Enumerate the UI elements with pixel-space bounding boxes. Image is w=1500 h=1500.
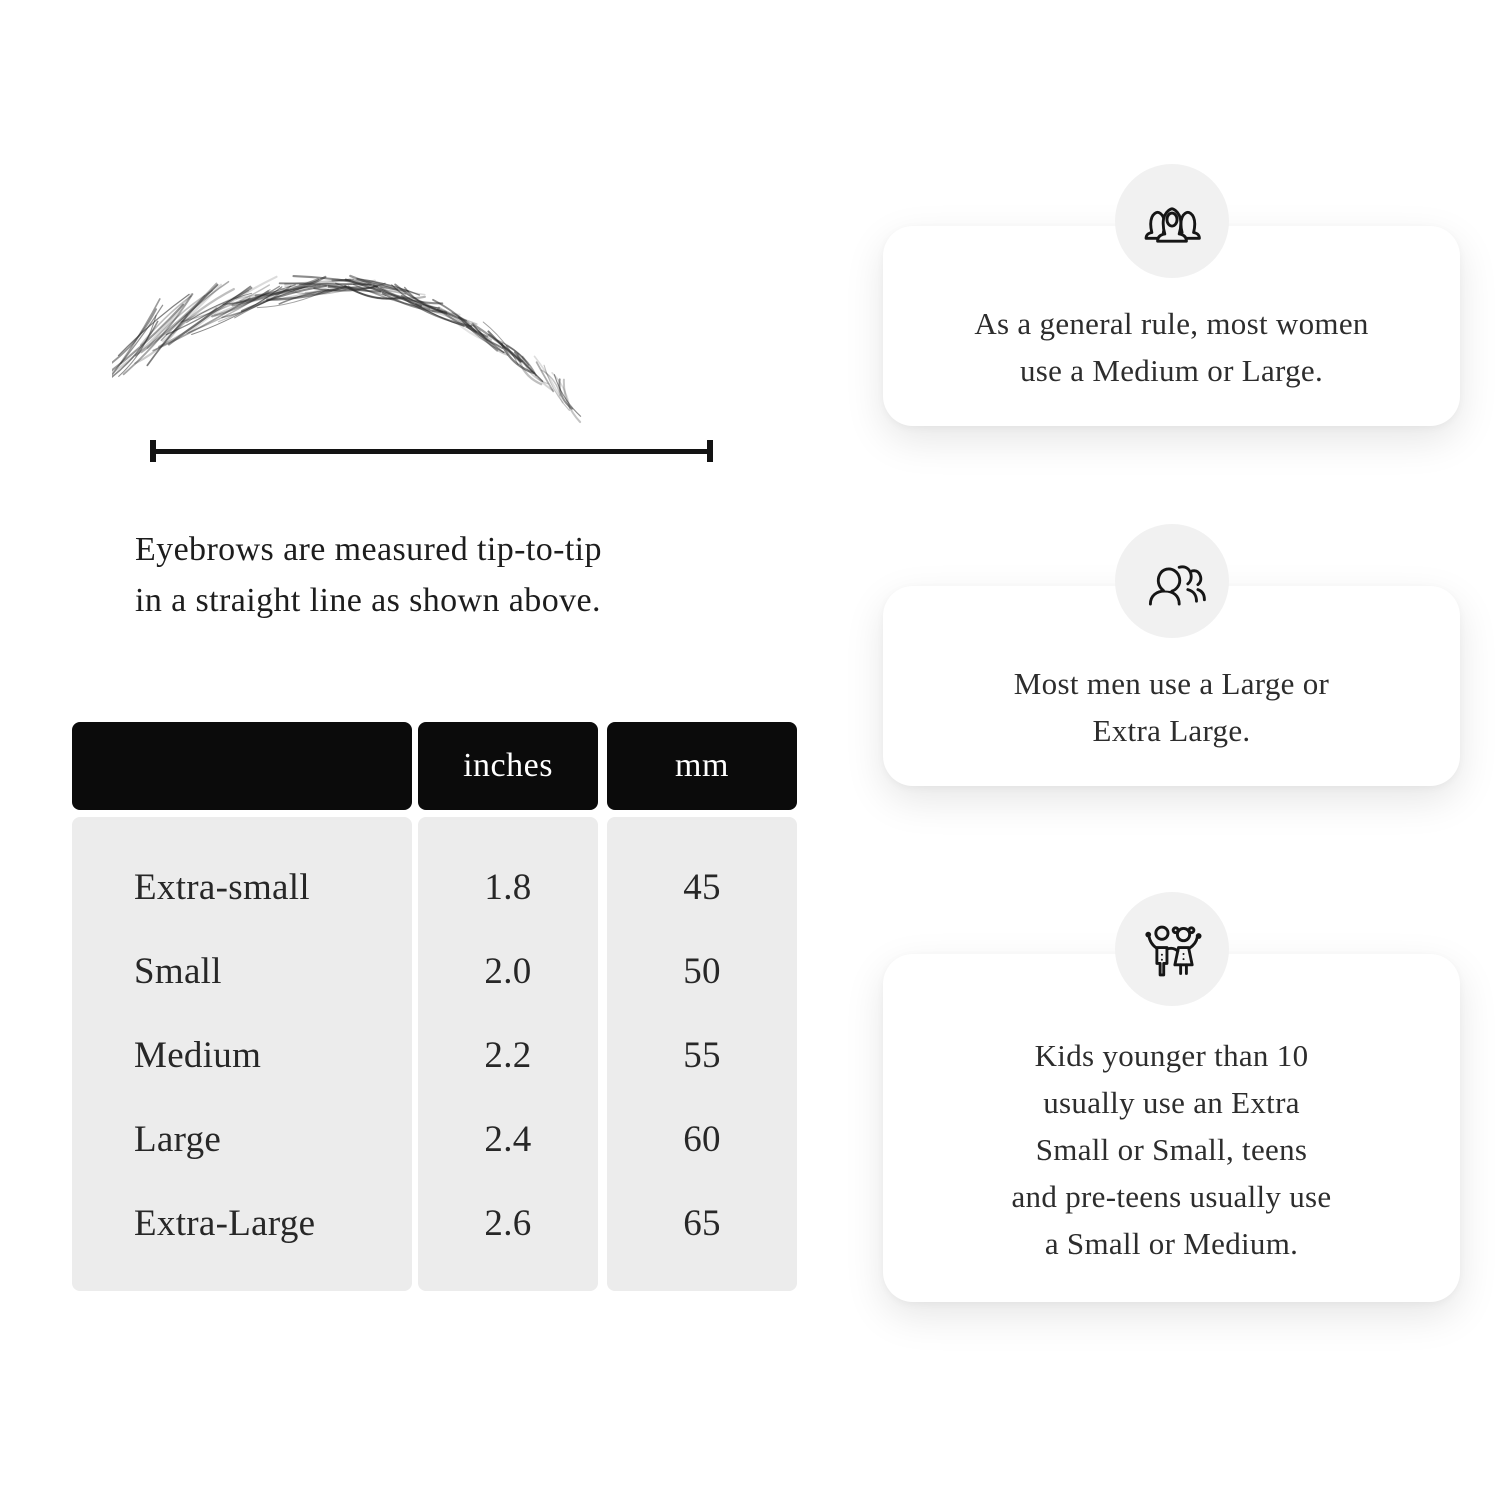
caption-line-2: in a straight line as shown above.	[135, 582, 601, 619]
card-text: Most men use a Large or Extra Large.	[1013, 666, 1330, 748]
mm-value-cell: 45	[683, 866, 721, 908]
info-card-men	[883, 586, 1460, 786]
inches-body	[418, 817, 598, 1291]
eyebrow-illustration	[112, 236, 588, 426]
size-label-cell: Large	[134, 1118, 222, 1160]
inches-value-cell: 2.4	[484, 1118, 532, 1160]
card-text: Kids younger than 10 usually use an Extra Small or Small, teens and pre-teens usually use a Small or Medium.	[1011, 1037, 1332, 1261]
size-label-cell: Extra-Large	[134, 1202, 316, 1244]
mm-value-cell: 55	[683, 1034, 721, 1076]
card-body	[883, 226, 1460, 426]
card-body	[883, 954, 1460, 1302]
inches-value-cell: 2.6	[484, 1202, 532, 1244]
inches-value-cell: 2.0	[484, 950, 532, 992]
size-label-cell: Medium	[134, 1034, 262, 1076]
measure-line-right-tick	[707, 440, 713, 462]
size-label-cell: Extra-small	[134, 866, 310, 908]
table-header-blank	[72, 722, 412, 810]
info-card-kids	[883, 954, 1460, 1302]
size-table-inches-column	[418, 722, 598, 1291]
measure-caption	[135, 524, 602, 626]
info-card-women	[883, 226, 1460, 426]
inches-value-cell: 2.2	[484, 1034, 532, 1076]
size-label-cell: Small	[134, 950, 222, 992]
mm-body	[607, 817, 797, 1291]
size-table	[72, 722, 797, 1291]
size-table-mm-column	[607, 722, 797, 1291]
card-body	[883, 586, 1460, 786]
measure-line	[150, 440, 713, 462]
measure-line-bar	[152, 449, 711, 454]
mm-value-cell: 60	[683, 1118, 721, 1160]
table-header-inches: inches	[418, 722, 598, 810]
size-table-name-column	[72, 722, 412, 1291]
caption-line-1: Eyebrows are measured tip-to-tip	[135, 531, 602, 568]
mm-value-cell: 50	[683, 950, 721, 992]
inches-value-cell: 1.8	[484, 866, 532, 908]
mm-value-cell: 65	[683, 1202, 721, 1244]
table-header-mm: mm	[607, 722, 797, 810]
card-text: As a general rule, most women use a Medium or Large.	[974, 306, 1369, 388]
size-name-body	[72, 817, 412, 1291]
